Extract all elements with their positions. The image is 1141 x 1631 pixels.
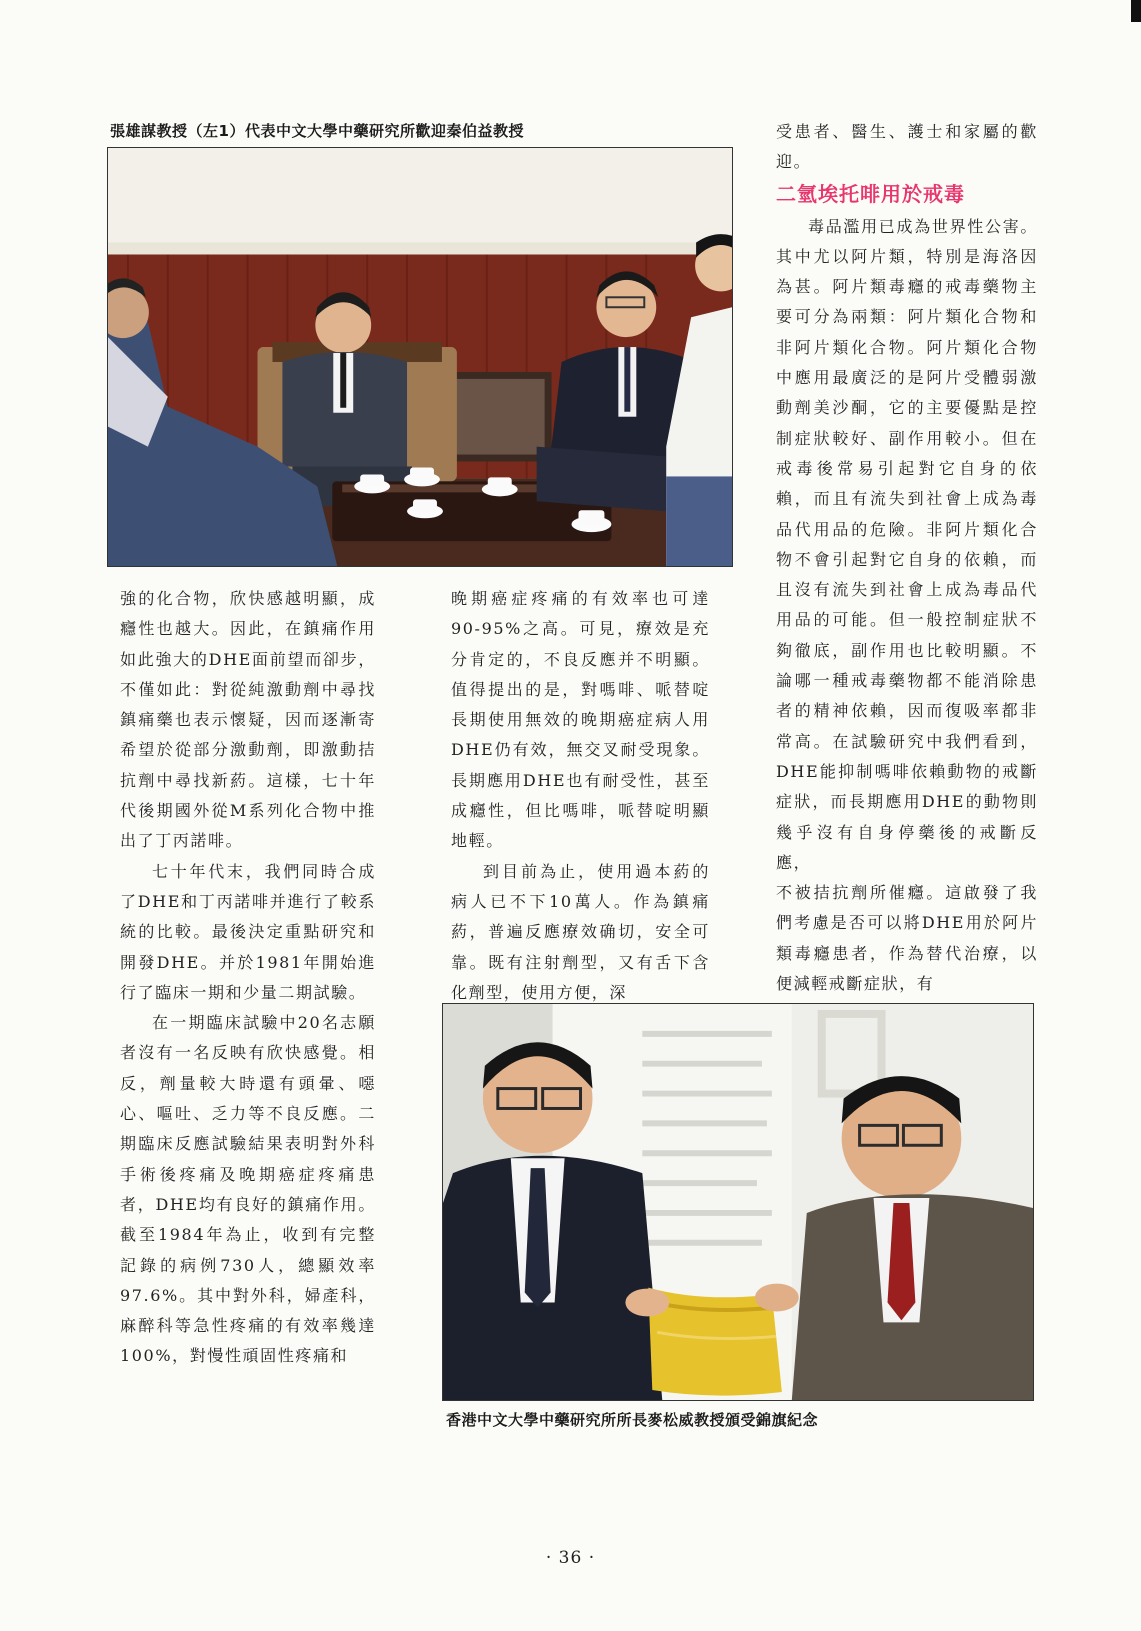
right-column-body: 毒品濫用已成為世界性公害。其中尤以阿片類，特別是海洛因為甚。阿片類毒癮的戒毒藥物主要可分為兩類：阿片類化合物和非阿片類化合物。阿片類化合物中應用最廣泛的是阿片受體弱激動劑美沙酮，它的主要優點是控制症狀較好、副作用較小。但在戒毒後常易引起對它自身的依賴，而且有流失到社會上成為毒品代用品的危險。非阿片類化合物不會引起對它自身的依賴，而且沒有流失到社會上成為毒品代用品的可能。但一般控制症狀不夠徹底，副作用也比較明顯。不論哪一種戒毒藥物都不能消除患者的精神依賴，因而復吸率都非常高。在試驗研究中我們看到，DHE能抑制嗎啡依賴動物的戒斷症狀，而長期應用DHE的動物則幾乎沒有自身停藥後的戒斷反應， bbox=[776, 216, 1038, 872]
middle-column bbox=[451, 584, 710, 1008]
left-column-paragraph-2: 七十年代末，我們同時合成了DHE和丁丙諾啡并進行了較系統的比較。最後決定重點研究和開發DHE。并於1981年開始進行了臨床一期和少量二期試驗。 bbox=[120, 861, 376, 1002]
section-heading: 二氫埃托啡用於戒毒 bbox=[776, 181, 965, 206]
left-column-paragraph-3: 在一期臨床試驗中20名志願者沒有一名反映有欣快感覺。相反，劑量較大時還有頭暈、噁心、嘔吐、乏力等不良反應。二期臨床反應試驗結果表明對外科手術後疼痛及晚期癌症疼痛患者，DHE均有良好的鎮痛作用。截至1984年為止，收到有完整記錄的病例730人，總顯效率97.6%。其中對外科，婦產科，麻醉科等急性疼痛的有效率幾達100%，對慢性頑固性疼痛和 bbox=[120, 1013, 376, 1366]
banner-presentation-photo bbox=[442, 1003, 1034, 1401]
bottom-photo-caption: 香港中文大學中藥研究所所長麥松威教授頒受錦旗紀念 bbox=[446, 1411, 819, 1429]
right-column bbox=[776, 117, 1038, 999]
scan-edge-mark bbox=[1131, 0, 1141, 22]
left-column-paragraph-1: 強的化合物，欣快感越明顯，成癮性也越大。因此，在鎮痛作用如此強大的DHE面前望而卻步，不僅如此：對從純激動劑中尋找鎮痛藥也表示懷疑，因而逐漸寄希望於從部分激動劑，即激動拮抗劑中尋找新葯。這樣，七十年代後期國外從M系列化合物中推出了丁丙諾啡。 bbox=[120, 589, 376, 851]
right-column-intro: 受患者、醫生、護士和家屬的歡迎。 bbox=[776, 122, 1038, 172]
top-photo-caption: 張雄謀教授（左1）代表中文大學中藥研究所歡迎秦伯益教授 bbox=[110, 122, 524, 140]
middle-column-paragraph-1: 晚期癌症疼痛的有效率也可達90-95%之高。可見，療效是充分肯定的，不良反應并不明顯。值得提出的是，對嗎啡、哌替啶長期使用無效的晚期癌症病人用DHE仍有效，無交叉耐受現象。長期應用DHE也有耐受性，甚至成癮性，但比嗎啡，哌替啶明顯地輕。 bbox=[451, 589, 710, 851]
page-number: · 36 · bbox=[545, 1548, 596, 1568]
meeting-photo bbox=[107, 147, 733, 567]
right-column-body-continued: 不被拮抗劑所催癮。這啟發了我們考慮是否可以將DHE用於阿片類毒癮患者，作為替代治療，以便減輕戒斷症狀，有 bbox=[776, 883, 1038, 994]
middle-column-paragraph-2: 到目前為止，使用過本葯的病人已不下10萬人。作為鎮痛葯，普遍反應療效确切，安全可靠。既有注射劑型，又有舌下含化劑型，使用方便，深 bbox=[451, 861, 710, 1002]
left-column bbox=[120, 584, 376, 1372]
